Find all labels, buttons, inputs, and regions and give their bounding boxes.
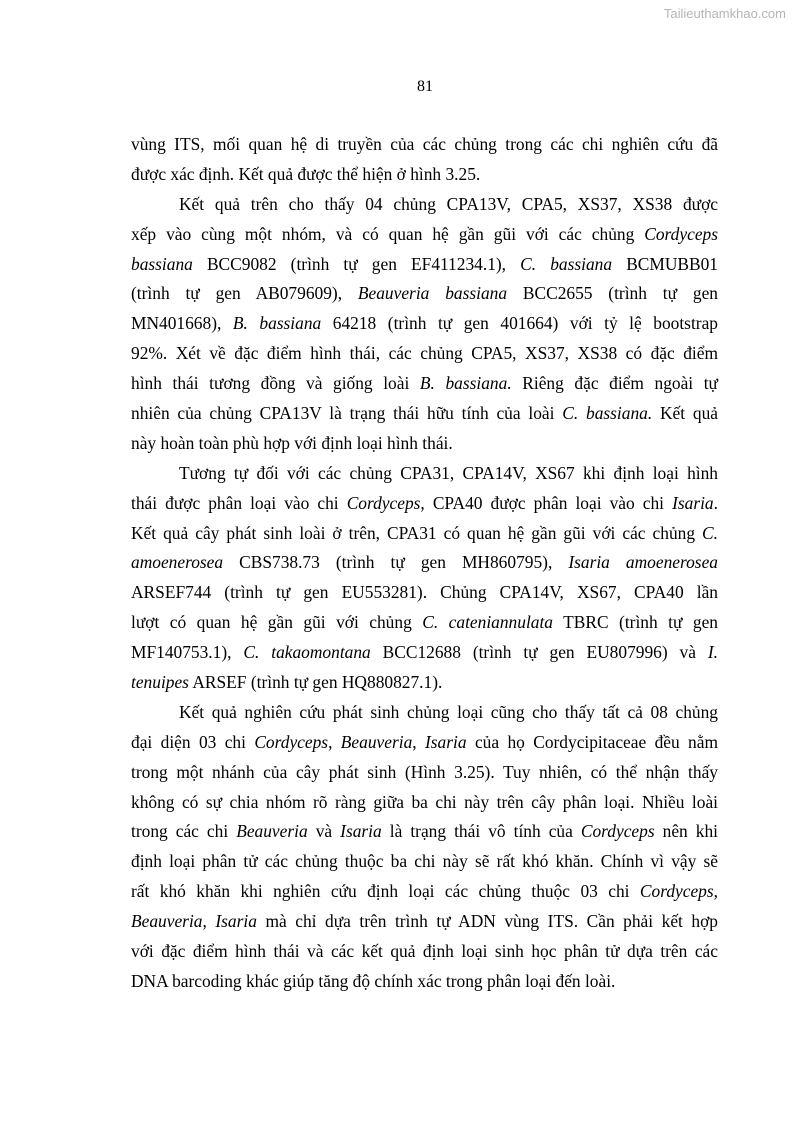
text-line [131,788,718,818]
text-line [131,250,718,280]
text-segment: Kết quả trên cho thấy 04 chủng CPA13V, CPA5, XS37, XS38 được [179,193,718,214]
text-segment: nên khi [654,821,719,842]
text-line [131,967,718,997]
text-segment: này hoàn toàn phù hợp với định loại hình thái. [131,432,453,453]
text-line [131,459,718,489]
italic-text: Beauveria [236,821,308,842]
text-segment: Tương tự đối với các chủng CPA31, CPA14V, XS67 khi định loại hình [179,462,718,483]
italic-text: Beauveria [340,731,413,752]
text-segment: Kết quả nghiên cứu phát sinh chủng loại cũng cho thấy tất cả 08 chủng [179,701,718,722]
text-segment: trong một nhánh của cây phát sinh (Hình 3.25). Tuy nhiên, có thể nhận thấy [131,761,718,782]
text-segment: , [713,881,718,902]
text-segment: CPA40 được phân loại vào chi [424,492,673,513]
text-segment: Kết quả cây phát sinh loài ở trên, CPA31 có quan hệ gần gũi với các chủng [131,522,703,543]
italic-text: Isaria [425,731,467,752]
text-line [131,369,718,399]
text-line [131,608,718,638]
text-segment: , [328,731,341,752]
text-line [131,489,718,519]
text-segment: MN401668), [131,313,233,334]
italic-text: B. bassiana. [419,373,512,394]
paragraph [131,190,718,459]
paragraph [131,130,718,190]
text-line [131,399,718,429]
text-segment: đại diện 03 chi [131,731,255,752]
text-segment: trong các chi [131,821,237,842]
text-line [131,698,718,728]
text-line [131,847,718,877]
text-segment: Kết quả [652,403,718,424]
text-segment: nhiên của chủng CPA13V là trạng thái hữu tính của loài [131,403,563,424]
text-line [131,758,718,788]
text-line [131,877,718,907]
text-line [131,519,718,549]
text-segment: không có sự chia nhóm rõ ràng giữa ba chi này trên cây phân loại. Nhiều loài [131,791,718,812]
text-segment: rất khó khăn khi nghiên cứu định loại các chủng thuộc 03 chi [131,881,640,902]
text-line [131,578,718,608]
text-segment: , [202,911,216,932]
italic-text: tenuipes [131,672,189,693]
italic-text: Cordyceps [254,731,329,752]
italic-text: C. bassiana [520,253,613,274]
document-body [131,130,718,997]
text-segment: mà chỉ dựa trên trình tự ADN vùng ITS. Cần phải kết hợp [256,911,718,932]
text-segment: được xác định. Kết quả được thể hiện ở hình 3.25. [131,163,481,184]
italic-text: Beauveria [131,911,203,932]
text-line [131,130,718,160]
text-segment: CBS738.73 (trình tự gen MH860795), [223,552,569,573]
italic-text: Cordyceps [639,881,714,902]
text-segment: hình thái tương đồng và giống loài [131,373,420,394]
page-number: 81 [417,78,433,95]
italic-text: Isaria amoenerosea [568,552,718,573]
italic-text: Beauveria bassiana [357,283,508,304]
paragraph [131,698,718,997]
text-segment: Riêng đặc điểm ngoài tự [511,373,718,394]
text-segment: thái được phân loại vào chi [131,492,347,513]
text-segment: TBRC (trình tự gen [553,612,718,633]
text-segment: BCC9082 (trình tự gen EF411234.1), [192,253,521,274]
text-segment: 64218 (trình tự gen 401664) với tỷ lệ bootstrap [321,313,718,334]
italic-text: C. [702,522,718,543]
italic-text: Cordyceps [580,821,655,842]
text-line [131,548,718,578]
text-line [131,279,718,309]
text-segment: . [713,492,718,513]
text-segment: 92%. Xét về đặc điểm hình thái, các chủng CPA5, XS37, XS38 có đặc điểm [131,343,718,364]
text-segment: , [412,731,425,752]
text-segment: của họ Cordycipitaceae đều nằm [466,731,718,752]
italic-text: amoenerosea [131,552,224,573]
text-segment: BCC12688 (trình tự gen EU807996) và [370,642,708,663]
text-segment: BCMUBB01 [612,253,719,274]
text-segment: lượt có quan hệ gần gũi với chủng [131,612,423,633]
paragraph [131,459,718,698]
text-segment: vùng ITS, mối quan hệ di truyền của các chủng trong các chi nghiên cứu đã [131,134,718,154]
text-line [131,907,718,937]
text-segment: ARSEF744 (trình tự gen EU553281). Chủng CPA14V, XS67, CPA40 lần [131,582,718,603]
italic-text: C. takaomontana [243,642,371,663]
italic-text: Isaria [215,911,257,932]
italic-text: Isaria [340,821,382,842]
watermark: Tailieuthamkhao.com [663,6,786,21]
italic-text: B. bassiana [232,313,322,334]
text-line [131,638,718,668]
text-line [131,937,718,967]
text-line [131,728,718,758]
text-line [131,309,718,339]
text-line [131,817,718,847]
text-line [131,220,718,250]
italic-text: bassiana [131,253,193,274]
text-segment: DNA barcoding khác giúp tăng độ chính xác trong phân loại đến loài. [131,970,616,991]
text-segment: xếp vào cùng một nhóm, và có quan hệ gần gũi với các chủng [131,223,645,244]
text-segment: (trình tự gen AB079609), [131,283,358,304]
text-line [131,429,718,459]
italic-text: Cordyceps [644,223,718,244]
text-line [131,668,718,698]
italic-text: C. bassiana. [562,403,653,424]
text-line [131,190,718,220]
italic-text: I. [707,642,718,663]
text-segment: với đặc điểm hình thái và các kết quả định loại sinh học phân tử dựa trên các [131,941,718,962]
italic-text: Isaria [672,492,714,513]
text-segment: định loại phân tử các chủng thuộc ba chi này sẽ rất khó khăn. Chính vì vậy sẽ [131,851,718,872]
italic-text: Cordyceps, [346,492,425,513]
text-segment: và [307,821,341,842]
italic-text: C. cateniannulata [422,612,553,633]
text-line [131,339,718,369]
text-segment: ARSEF (trình tự gen HQ880827.1). [188,672,443,693]
text-line [131,160,718,190]
text-segment: là trạng thái vô tính của [381,821,581,842]
text-segment: BCC2655 (trình tự gen [507,283,718,304]
text-segment: MF140753.1), [131,642,244,663]
